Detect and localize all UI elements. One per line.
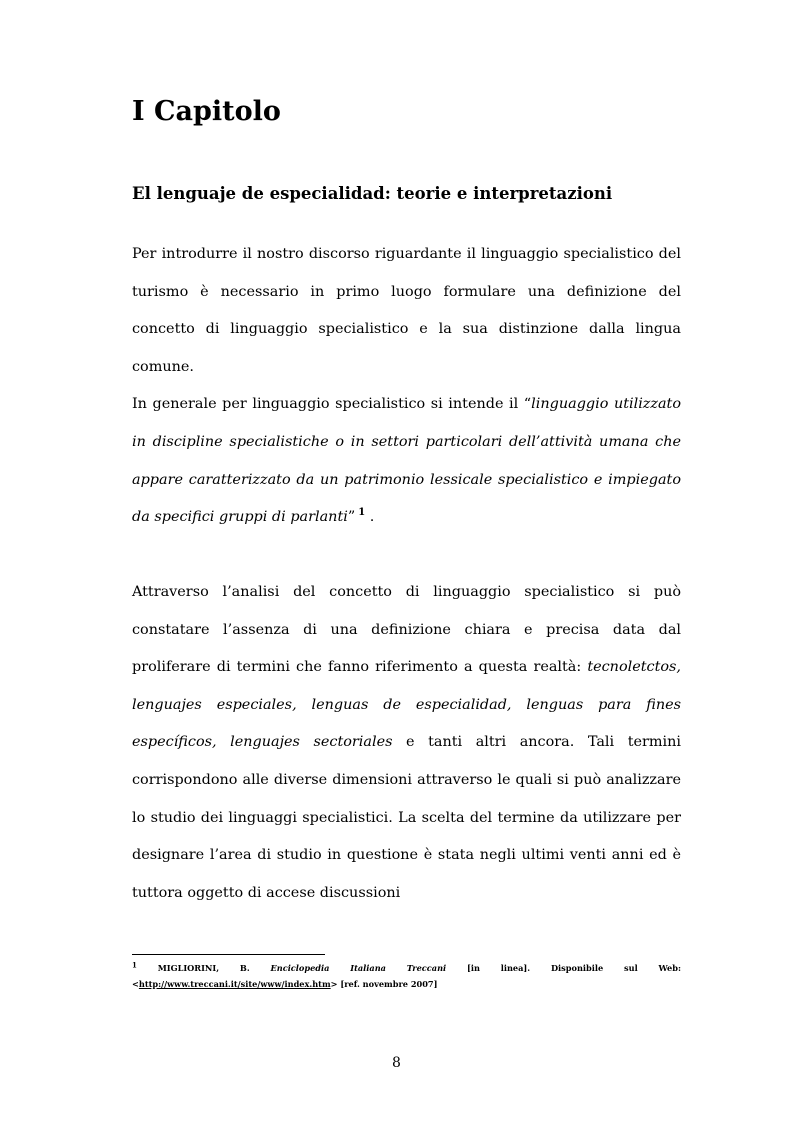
page-number: 8 [392,1055,401,1071]
footnote-number: 1 [132,960,137,970]
sentence-end: . [365,509,375,526]
paragraph-part1: Attraverso l’analisi del concetto di linguaggio specialistico si può constatare l’assenza di una definizione chiara e precisa data dal proliferare di termini che fanno riferimento a questa realtà: [132,584,681,676]
term-list: tecnoletctos, lenguajes especiales, lenguas de especialidad, lenguas para fines específicos, lenguajes sectoriales [132,659,681,751]
footnote-divider [132,954,325,955]
chapter-title: I Capitolo [132,96,281,127]
section-title: El lenguaje de especialidad: teorie e interpretazioni [132,184,613,203]
paragraph-part2: e tanti altri ancora. Tali termini corrispondono alle diverse dimensioni attraverso le quali si può analizzare lo studio dei linguaggi specialistici. La scelta del termine da utilizzare per designare l’area di studio in questione è stata negli ultimi venti anni ed è tuttora oggetto di accese discussioni [132,734,681,901]
footnote-url-link[interactable]: http://www.treccani.it/site/www/index.htm [138,979,331,989]
footnote-work: Enciclopedia Italiana Treccani [270,963,447,973]
paragraph-lead: In generale per linguaggio specialistico si intende il “ [132,396,532,413]
footnote-reference[interactable]: 1 [358,507,366,519]
definition-quote: linguaggio utilizzato in discipline specialistiche o in settori particolari dell’attività umana che appare caratterizzato da un patrimonio lessicale specialistico e impiegato da specifici gruppi di parlanti [132,396,681,526]
quote-close: ” [347,509,356,526]
paragraph-analysis [132,574,681,912]
footnote-ref: > [ref. novembre 2007] [330,979,438,989]
footnote-medium: [in linea]. Disponibile sul Web: < [132,963,681,989]
paragraph-intro: Per introdurre il nostro discorso riguardante il linguaggio specialistico del turismo è necessario in primo luogo formulare una definizione del concetto di linguaggio specialistico e la sua distinzione dalla lingua comune. [132,246,681,375]
paragraph-definition [132,236,681,537]
footnote [132,960,681,992]
footnote-author: MIGLIORINI, B. [136,963,271,973]
